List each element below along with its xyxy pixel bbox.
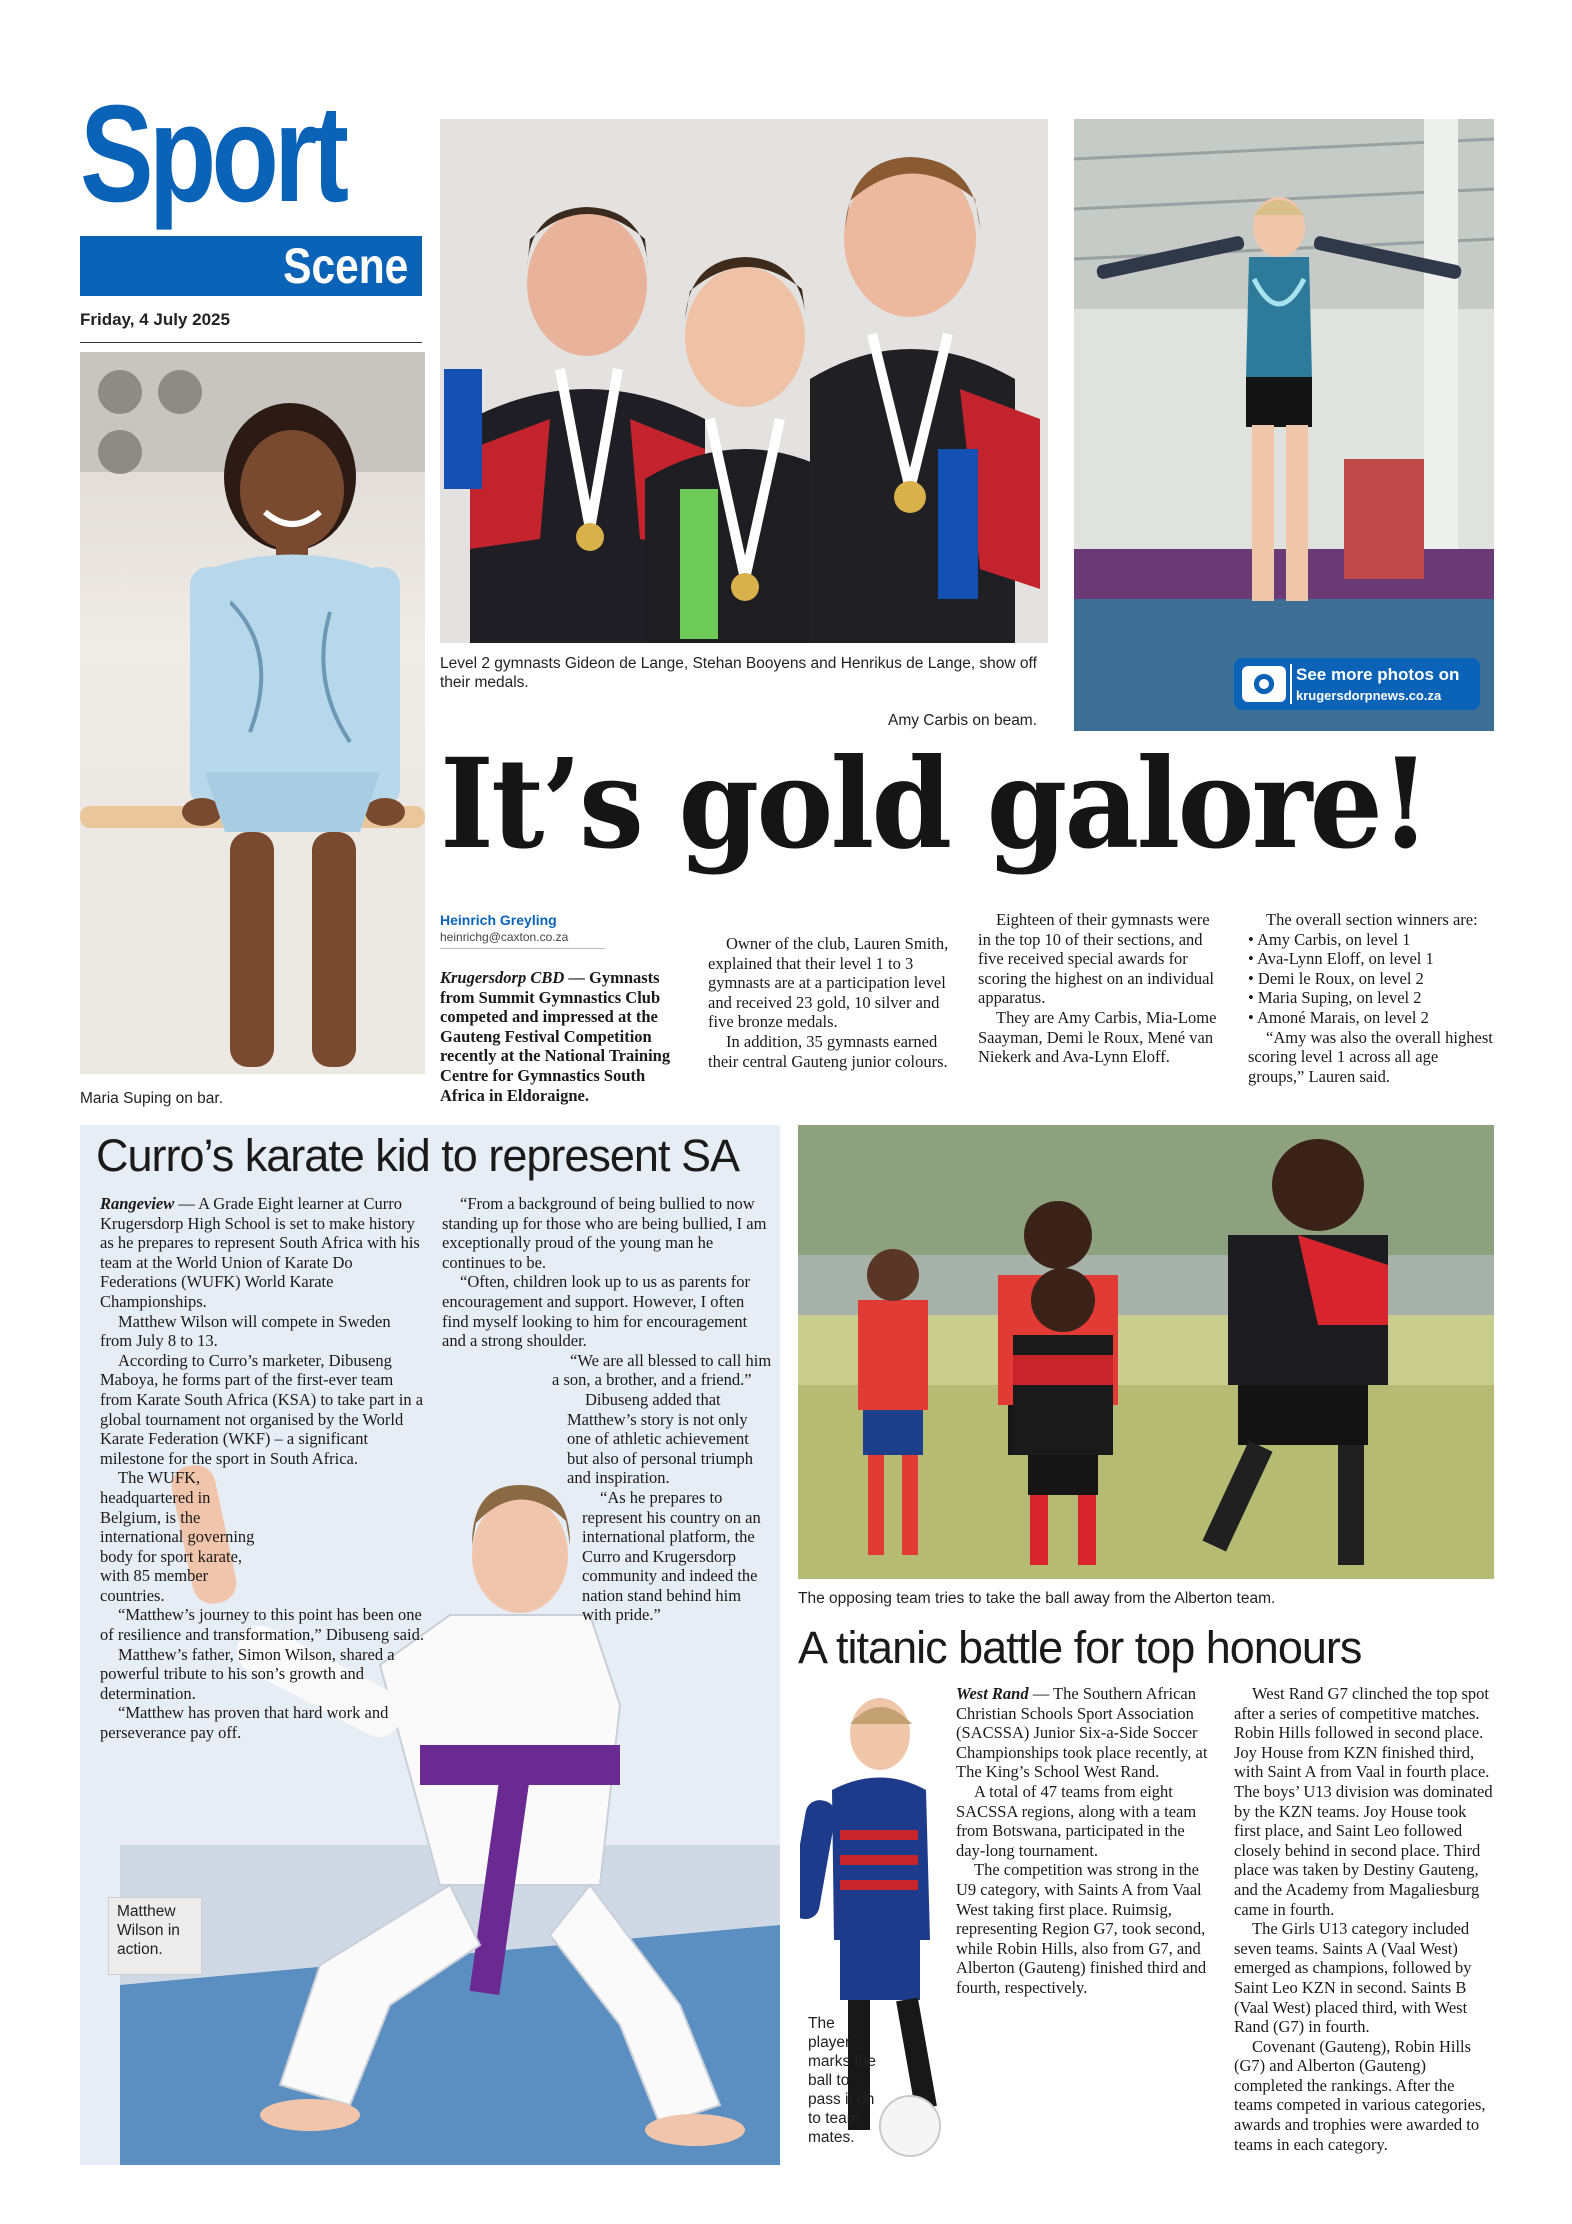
lead-text: — Gymnasts from Summit Gymnastics Club competed and impressed at the Gauteng Festival Competition recently at the National Training Centre for Gymnastics South Africa in Eldoraigne. bbox=[440, 968, 671, 1105]
karate-col-2 bbox=[442, 1194, 772, 1625]
paragraph: The WUFK, headquartered in Belgium, is the international governing body for sport karate, with 85 member countries. bbox=[100, 1468, 255, 1605]
see-more-url[interactable]: krugersdorpnews.co.za bbox=[1296, 688, 1442, 703]
paragraph: The competition was strong in the U9 category, with Saints A from Vaal West taking first place. Ruimsig, representing Region G7, took second, while Robin Hills, also from G7, and Alberton (Gauteng) finished third and fourth, respectively. bbox=[956, 1860, 1207, 1997]
paragraph: Matthew Wilson will compete in Sweden from July 8 to 13. bbox=[100, 1311, 391, 1351]
karate-lead bbox=[100, 1194, 426, 1312]
issue-date: Friday, 4 July 2025 bbox=[80, 310, 230, 329]
gymnastics-col-1 bbox=[440, 968, 680, 1105]
maria-caption: Maria Suping on bar. bbox=[80, 1090, 224, 1107]
masthead-rule bbox=[80, 342, 422, 343]
paragraph: “From a background of being bullied to now standing up for those who are being bullied, I am exceptionally proud of the young man he continues to be. bbox=[442, 1194, 767, 1272]
boys-medals-photo bbox=[440, 119, 1048, 643]
masthead-scene-bar bbox=[80, 236, 422, 296]
soccer-col-1 bbox=[956, 1684, 1208, 1998]
paragraph: “Matthew has proven that hard work and perseverance pay off. bbox=[100, 1703, 389, 1743]
camera-icon bbox=[1242, 666, 1286, 702]
amy-beam-photo bbox=[1074, 119, 1494, 731]
masthead-scene: Scene bbox=[282, 238, 408, 294]
paragraph: They are Amy Carbis, Mia-Lome Saayman, Demi le Roux, Mené van Niekerk and Ava-Lynn Eloff. bbox=[978, 1007, 1217, 1067]
paragraph: In addition, 35 gymnasts earned their central Gauteng junior colours. bbox=[708, 1031, 948, 1071]
gymnastics-col-4 bbox=[1248, 910, 1493, 1086]
list-item: • Maria Suping, on level 2 bbox=[1248, 988, 1493, 1008]
gymnastics-col-3 bbox=[978, 910, 1223, 1067]
paragraph: “As he prepares to represent his country on an international platform, the Curro and Krugersdorp community and indeed the nation stand behind him with pride.” bbox=[582, 1487, 761, 1625]
gymnastics-col-2 bbox=[708, 910, 953, 1071]
byline-name: Heinrich Greyling bbox=[440, 912, 557, 928]
paragraph: “Matthew’s journey to this point has been one of resilience and transformation,” Dibuseng said. bbox=[100, 1605, 424, 1645]
paragraph: “We are all blessed to call him a son, a brother, and a friend.” bbox=[552, 1350, 772, 1390]
byline-email[interactable]: heinrichg@caxton.co.za bbox=[440, 930, 569, 944]
gymnastics-headline: It’s gold galore! bbox=[440, 732, 1428, 877]
lead-text: — The Southern African Christian Schools Sport Association (SACSSA) Junior Six-a-Side Soccer Championships took place recently, at The King’s School West Rand. bbox=[956, 1684, 1208, 1782]
karate-col-1 bbox=[100, 1194, 426, 1743]
gymnastics-lead bbox=[440, 968, 680, 1105]
amy-caption: Amy Carbis on beam. bbox=[888, 712, 1038, 729]
list-item: • Amy Carbis, on level 1 bbox=[1248, 930, 1493, 950]
paragraph: Dibuseng added that Matthew’s story is not only one of athletic achievement but also of personal triumph and inspiration. bbox=[567, 1389, 754, 1488]
paragraph: “Amy was also the overall highest scoring level 1 across all age groups,” Lauren said. bbox=[1248, 1027, 1493, 1086]
karate-headline: Curro’s karate kid to represent SA bbox=[96, 1130, 739, 1181]
byline-rule bbox=[440, 948, 605, 949]
lead-text: — A Grade Eight learner at Curro Krugersdorp High School is set to make history as he prepares to represent South Africa with his team at the World Union of Karate Do Federations (WUFK) World Karate Championships. bbox=[100, 1194, 420, 1311]
soccer-col-2 bbox=[1234, 1684, 1494, 2154]
see-more-photos-badge[interactable] bbox=[1234, 658, 1480, 710]
lead-place: West Rand bbox=[956, 1684, 1029, 1703]
paragraph: “Often, children look up to us as parents for encouragement and support. However, I often find myself looking to him for encouragement and a strong shoulder. bbox=[442, 1272, 751, 1351]
soccer-lead bbox=[956, 1684, 1208, 1782]
lead-place: Rangeview bbox=[100, 1194, 175, 1213]
paragraph: A total of 47 teams from eight SACSSA regions, along with a team from Botswana, participated in the day-long tournament. bbox=[956, 1781, 1197, 1860]
lead-place: Krugersdorp CBD bbox=[440, 968, 565, 987]
see-more-line1: See more photos on bbox=[1296, 665, 1460, 684]
paragraph: West Rand G7 clinched the top spot after a series of competitive matches. Robin Hills followed in second place. Joy House from KZN finished third, with Saint A from Vaal in fourth place. The boys’ U13 division was dominated by the KZN teams. Joy House took first place, and Saint Leo followed closely behind in second place. Third place was taken by Destiny Gauteng, and the Academy from Magaliesburg came in fourth. bbox=[1234, 1684, 1493, 1919]
list-item: • Amoné Marais, on level 2 bbox=[1248, 1008, 1493, 1028]
matthew-caption: Matthew Wilson in action. bbox=[108, 1897, 202, 1975]
paragraph: Eighteen of their gymnasts were in the top 10 of their sections, and five received special awards for scoring the highest on an individual apparatus. bbox=[978, 910, 1215, 1008]
masthead-sport: Sport bbox=[80, 77, 345, 231]
maria-photo bbox=[80, 352, 425, 1074]
list-item: • Ava-Lynn Eloff, on level 1 bbox=[1248, 949, 1493, 969]
paragraph: Owner of the club, Lauren Smith, explained that their level 1 to 3 gymnasts are at a participation level and received 23 gold, 10 silver and five bronze medals. bbox=[708, 934, 949, 1032]
soccer-headline: A titanic battle for top honours bbox=[798, 1622, 1362, 1673]
paragraph: Matthew’s father, Simon Wilson, shared a powerful tribute to his son’s growth and determination. bbox=[100, 1644, 395, 1703]
soccer-match-photo bbox=[798, 1125, 1494, 1579]
player-caption: The player marks the ball to pass it on to team mates. bbox=[808, 2015, 877, 2146]
badge-divider bbox=[1290, 664, 1292, 704]
paragraph: Covenant (Gauteng), Robin Hills (G7) and Alberton (Gauteng) completed the rankings. After the teams competed in various categories, awards and trophies were awarded to teams in each category. bbox=[1234, 2036, 1486, 2154]
boys-caption: Level 2 gymnasts Gideon de Lange, Stehan Booyens and Henrikus de Lange, show off their medals. bbox=[440, 655, 1037, 691]
paragraph: The overall section winners are: bbox=[1266, 910, 1478, 929]
winners-list bbox=[1248, 930, 1493, 1028]
paragraph: According to Curro’s marketer, Dibuseng Maboya, he forms part of the first-ever team from Karate South Africa (KSA) to take part in a global tournament not organised by the World Karate Federation (WKF) – a significant milestone for the sport in South Africa. bbox=[100, 1350, 424, 1468]
soccer-caption: The opposing team tries to take the ball away from the Alberton team. bbox=[798, 1590, 1276, 1607]
list-item: • Demi le Roux, on level 2 bbox=[1248, 969, 1493, 989]
paragraph: The Girls U13 category included seven teams. Saints A (Vaal West) emerged as champions, followed by Saint Leo KZN in second. Saints B (Vaal West) placed third, with West Rand (G7) in fourth. bbox=[1234, 1919, 1472, 2037]
